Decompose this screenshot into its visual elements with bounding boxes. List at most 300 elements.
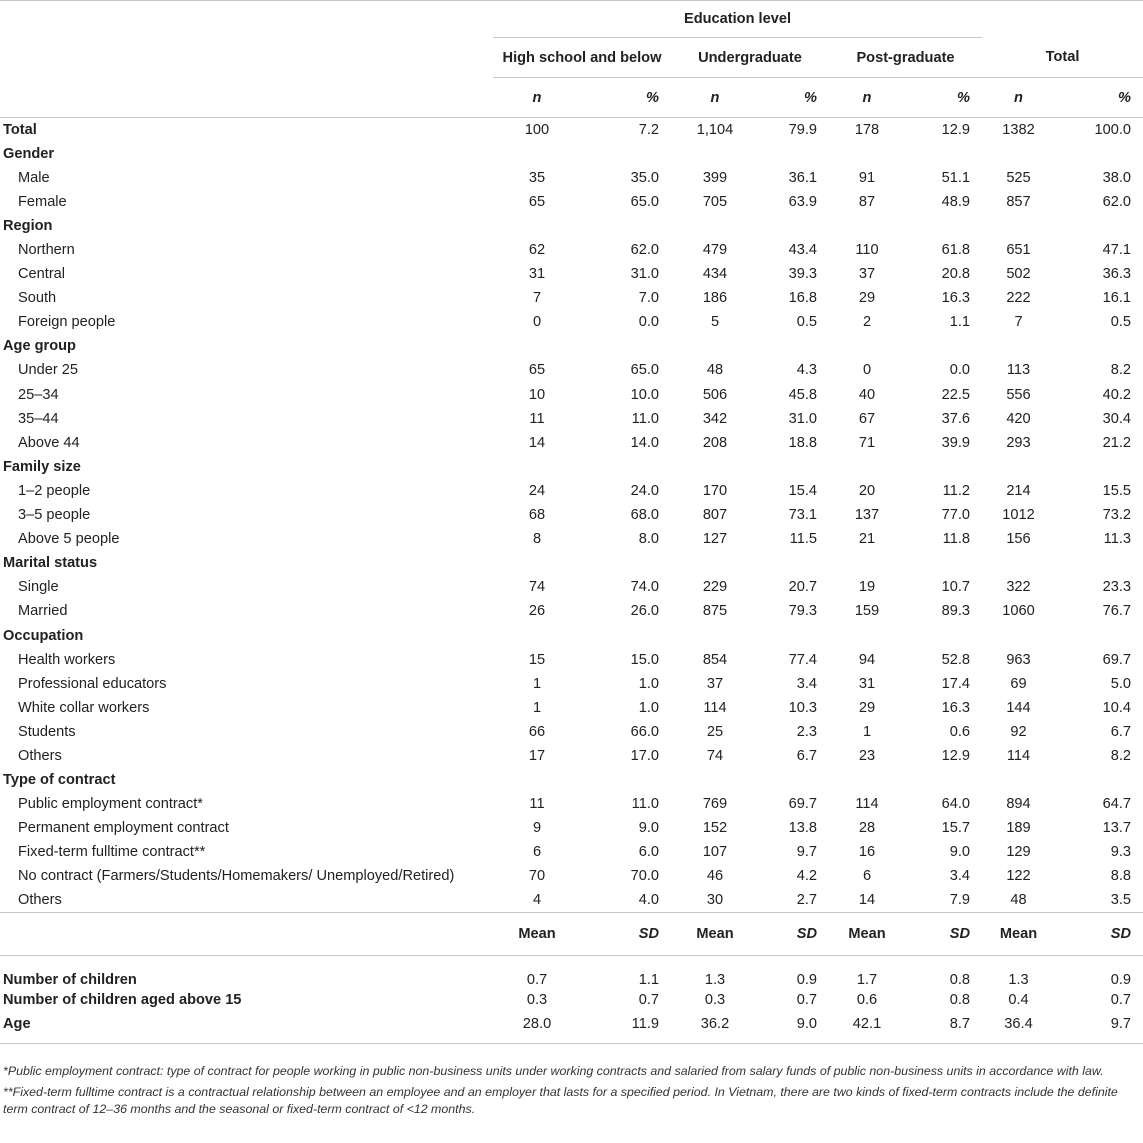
cell-percent [1055,214,1143,238]
group-header-postgraduate: Post-graduate [829,38,982,78]
row-label: South [18,290,57,307]
cell-n: 1 [532,699,542,716]
row-label: Fixed-term fulltime contract** [18,844,206,861]
cell-percent: 31.0 [630,266,659,283]
cell-n: 68 [528,507,546,524]
cell-percent: 0.5 [796,314,817,331]
section-label: Total [3,121,37,138]
row-label: 25–34 [18,386,59,403]
cell-percent: 62.0 [630,242,659,259]
cell-percent: 23.3 [1102,579,1131,596]
table-row [0,696,1143,720]
cell-n [493,551,581,575]
group-header-total: Total [982,38,1143,78]
cell-n: 0 [532,314,542,331]
section-label: Marital status [3,555,98,572]
cell-n [671,142,759,166]
cell-n: 322 [1006,579,1031,596]
cell-percent [905,768,982,792]
footnote-fixed-term-contract: **Fixed-term fulltime contract is a contractual relationship between an employee and an employer that lasts for a specified period. In Vietnam, there are two kinds of fixed-term contracts include the definite term contract of 12–36 months and the seasonal or fixed-term contract of <12 months. [3,1085,1118,1116]
table-row [0,310,1143,334]
cell-percent [759,214,829,238]
cell-percent: 69.7 [1102,651,1131,668]
row-label: Central [18,266,66,283]
cell-percent: 36.3 [1102,266,1131,283]
cell-n: 293 [1006,434,1031,451]
row-label: Above 44 [18,434,80,451]
cell-mean: 0.7 [526,971,548,988]
cell-mean: 0.6 [856,991,878,1008]
stat-row [0,956,1143,988]
table-row [0,792,1143,816]
cell-percent: 11.5 [789,531,817,548]
cell-n: 189 [1006,820,1031,837]
cell-percent [1055,142,1143,166]
col-header-sd: SD [638,926,659,943]
cell-percent: 8.2 [1110,362,1131,379]
cell-percent: 0.6 [949,723,970,740]
cell-n: 35 [528,169,546,186]
cell-percent: 100.0 [1094,121,1131,138]
cell-n: 399 [702,169,728,186]
cell-n: 434 [702,266,728,283]
cell-n: 1012 [1002,507,1035,524]
col-header-mean: Mean [999,926,1038,943]
cell-percent: 65.0 [630,193,659,210]
row-label: Foreign people [18,314,116,331]
cell-n: 857 [1006,193,1031,210]
cell-percent: 79.3 [788,603,817,620]
cell-percent: 68.0 [630,507,659,524]
table-row [0,431,1143,455]
cell-percent: 52.8 [941,651,970,668]
section-row [0,551,1143,575]
cell-sd: 9.7 [1110,1015,1131,1032]
cell-sd: 0.7 [796,991,817,1008]
cell-n: 48 [706,362,724,379]
cell-n: 6 [532,844,542,861]
footnote-public-contract: *Public employment contract: type of contract for people working in public non-business units under working contracts and salaried from salary funds of public non-business units in accordance with law. [3,1064,1104,1078]
cell-n [671,214,759,238]
cell-n: 1 [532,675,542,692]
cell-n: 705 [702,193,728,210]
cell-n [493,334,581,358]
cell-n: 31 [528,266,546,283]
cell-percent [581,455,671,479]
cell-n [829,142,905,166]
cell-sd: 0.9 [796,971,817,988]
cell-percent: 22.5 [941,386,970,403]
cell-percent: 0.0 [638,314,659,331]
cell-n: 40 [858,386,876,403]
cell-sd: 11.9 [631,1015,659,1032]
cell-percent: 43.4 [788,242,817,259]
group-header-highschool: High school and below [493,38,671,78]
table-row [0,503,1143,527]
cell-mean: 0.3 [526,991,548,1008]
section-row [0,142,1143,166]
cell-percent [905,214,982,238]
cell-percent: 79.9 [788,121,817,138]
cell-percent: 15.7 [941,820,970,837]
cell-percent: 16.8 [788,290,817,307]
table-row [0,358,1143,382]
cell-n: 178 [854,121,880,138]
cell-n [829,768,905,792]
col-header-mean: Mean [848,926,886,943]
cell-percent [759,142,829,166]
cell-n: 65 [528,193,546,210]
cell-percent [759,623,829,647]
section-label: Age group [3,338,76,355]
cell-mean: 36.2 [700,1015,730,1032]
cell-percent: 17.0 [630,747,659,764]
cell-percent: 5.0 [1110,675,1131,692]
cell-n [671,768,759,792]
cell-n: 875 [702,603,728,620]
cell-n: 48 [1010,892,1027,909]
cell-percent: 11.0 [631,410,659,427]
table-row [0,286,1143,310]
table-row [0,672,1143,696]
cell-n: 144 [1006,699,1031,716]
table-row [0,599,1143,623]
cell-n: 29 [858,699,876,716]
cell-percent [581,142,671,166]
cell-percent [759,551,829,575]
cell-percent [581,551,671,575]
cell-n: 92 [1010,723,1027,740]
cell-n: 113 [1006,362,1031,379]
cell-n: 74 [706,747,724,764]
cell-n: 14 [528,434,546,451]
cell-n: 29 [858,290,876,307]
cell-n: 62 [528,242,546,259]
cell-n [982,455,1055,479]
cell-percent: 61.8 [941,242,970,259]
cell-mean: 1.3 [704,971,726,988]
cell-percent: 15.0 [630,651,659,668]
cell-n: 556 [1006,386,1031,403]
row-label: Others [18,892,62,909]
cell-n: 31 [858,675,876,692]
cell-percent: 4.2 [796,868,817,885]
cell-n: 208 [702,434,728,451]
cell-percent: 9.7 [796,844,817,861]
cell-n [493,623,581,647]
cell-percent: 39.3 [788,266,817,283]
cell-n [671,551,759,575]
cell-percent: 16.3 [941,699,970,716]
cell-percent: 18.8 [788,434,817,451]
row-label: Northern [18,242,75,259]
cell-percent: 15.4 [788,482,817,499]
cell-percent: 51.1 [941,169,970,186]
cell-n: 25 [706,723,724,740]
cell-n: 156 [1006,531,1031,548]
cell-n: 10 [528,386,546,403]
cell-n [671,455,759,479]
table-row [0,720,1143,744]
cell-n: 26 [528,603,546,620]
cell-sd: 0.7 [638,991,659,1008]
cell-percent: 74.0 [630,579,659,596]
cell-percent: 66.0 [630,723,659,740]
cell-percent: 12.9 [941,121,970,138]
col-header-sd: SD [1110,926,1131,943]
cell-percent: 1.0 [638,675,659,692]
cell-percent: 17.4 [941,675,970,692]
cell-n: 9 [532,820,542,837]
cell-n: 65 [528,362,546,379]
cell-percent: 4.0 [638,892,659,909]
cell-percent: 73.1 [788,507,817,524]
cell-percent: 9.3 [1110,844,1131,861]
table-row [0,238,1143,262]
cell-n: 122 [1006,868,1031,885]
cell-sd: 9.0 [796,1015,817,1032]
cell-percent [905,142,982,166]
cell-percent [581,768,671,792]
cell-percent: 0.5 [1110,314,1131,331]
table-row [0,527,1143,551]
cell-sd: 8.7 [949,1015,970,1032]
cell-n: 71 [858,434,876,451]
cell-n: 159 [854,603,880,620]
cell-n [982,334,1055,358]
row-label: Under 25 [18,362,79,379]
row-label: Permanent employment contract [18,820,229,837]
row-label: Single [18,579,59,596]
cell-percent: 65.0 [630,362,659,379]
cell-n: 37 [706,675,724,692]
col-header-mean: Mean [696,926,734,943]
cell-n: 214 [1006,482,1031,499]
cell-percent: 14.0 [630,434,659,451]
footnotes [3,1063,1139,1122]
table-row [0,479,1143,503]
cell-percent: 10.3 [788,699,817,716]
section-row [0,455,1143,479]
cell-percent [905,623,982,647]
row-label: 35–44 [18,410,59,427]
cell-n: 127 [702,531,728,548]
cell-n: 20 [858,482,876,499]
col-header-n: n [1014,89,1023,106]
cell-percent: 11.0 [631,796,659,813]
cell-percent: 8.8 [1110,868,1131,885]
cell-percent: 12.9 [941,747,970,764]
cell-percent: 36.1 [788,169,817,186]
cell-percent [759,334,829,358]
cell-n: 7 [1014,314,1023,331]
cell-percent: 2.3 [796,723,817,740]
cell-n: 23 [858,747,876,764]
cell-n: 110 [855,242,879,259]
row-label: Public employment contract* [18,796,203,813]
cell-n: 506 [702,386,728,403]
cell-n: 651 [1006,242,1031,259]
cell-percent: 7.9 [949,892,970,909]
cell-n [829,455,905,479]
cell-percent: 9.0 [949,844,970,861]
row-label: 1–2 people [18,482,91,499]
table-row [0,262,1143,286]
cell-n: 114 [855,796,879,813]
cell-n: 479 [702,242,728,259]
row-label: Professional educators [18,675,167,692]
cell-percent: 48.9 [941,193,970,210]
cell-n: 152 [702,820,728,837]
cell-n: 229 [702,579,728,596]
cell-n: 19 [858,579,876,596]
cell-percent: 16.1 [1102,290,1131,307]
cell-n: 69 [1010,675,1027,692]
cell-percent: 37.6 [941,410,970,427]
cell-n: 420 [1006,410,1031,427]
cell-percent: 10.4 [1102,699,1131,716]
cell-n: 94 [858,651,876,668]
table-row [0,166,1143,190]
cell-percent: 9.0 [638,820,659,837]
row-label: Male [18,169,50,186]
cell-percent: 4.3 [796,362,817,379]
cell-n [671,334,759,358]
table-row [0,383,1143,407]
cell-n: 15 [528,651,546,668]
cell-n: 66 [528,723,546,740]
cell-n: 114 [703,699,727,716]
cell-sd: 0.8 [949,971,970,988]
cell-n [982,214,1055,238]
stat-row [0,1012,1143,1036]
stat-label: Number of children [3,971,137,988]
cell-percent: 21.2 [1102,434,1131,451]
cell-percent: 69.7 [788,796,817,813]
group-header-undergraduate: Undergraduate [671,38,829,78]
section-row [0,118,1143,142]
col-header-percent: % [646,89,659,106]
row-label: Married [18,603,68,620]
cell-percent [759,768,829,792]
cell-n: 854 [702,651,728,668]
cell-n: 963 [1006,651,1031,668]
cell-n [493,455,581,479]
cell-percent: 64.7 [1102,796,1131,813]
table-row [0,864,1143,888]
cell-mean: 36.4 [1004,1015,1033,1032]
cell-percent: 13.7 [1102,820,1131,837]
cell-percent [1055,334,1143,358]
cell-percent: 6.7 [1110,723,1131,740]
table-row [0,407,1143,431]
cell-percent: 39.9 [941,434,970,451]
cell-n: 502 [1006,266,1031,283]
cell-percent [1055,551,1143,575]
cell-n [982,551,1055,575]
cell-n: 6 [862,868,872,885]
section-label: Family size [3,458,81,475]
cell-n: 137 [854,507,880,524]
cell-n: 525 [1006,169,1031,186]
cell-percent: 31.0 [788,410,817,427]
col-header-percent: % [957,89,970,106]
cell-percent: 89.3 [941,603,970,620]
cell-percent [1055,455,1143,479]
row-label: Health workers [18,651,116,668]
stat-label: Age [3,1015,31,1032]
cell-n: 5 [710,314,720,331]
cell-n: 67 [858,410,876,427]
col-header-sd: SD [796,926,817,943]
cell-n: 21 [858,531,876,548]
cell-percent [1055,768,1143,792]
row-label: No contract (Farmers/Students/Homemakers/ Unemployed/Retired) [18,868,455,885]
table-row [0,190,1143,214]
cell-percent: 26.0 [630,603,659,620]
cell-percent: 20.7 [788,579,817,596]
cell-mean: 0.3 [704,991,726,1008]
cell-n: 1060 [1002,603,1035,620]
cell-n: 91 [858,169,876,186]
section-row [0,334,1143,358]
cell-n: 8 [532,531,542,548]
section-row [0,768,1143,792]
cell-percent [1055,623,1143,647]
cell-percent: 7.2 [638,121,659,138]
cell-mean: 28.0 [522,1015,552,1032]
cell-n [982,768,1055,792]
cell-percent: 3.4 [796,675,817,692]
table-row [0,744,1143,768]
cell-n: 17 [528,747,546,764]
cell-n: 129 [1006,844,1031,861]
table-row [0,889,1143,913]
cell-n: 4 [532,892,542,909]
cell-percent: 45.8 [788,386,817,403]
cell-n [493,768,581,792]
cell-percent [759,455,829,479]
col-header-percent: % [1118,89,1131,106]
col-header-n: n [532,89,542,106]
col-header-n: n [862,89,872,106]
cell-n: 769 [702,796,728,813]
cell-percent: 6.7 [796,747,817,764]
cell-n: 107 [702,844,728,861]
cell-percent: 70.0 [630,868,659,885]
section-label: Type of contract [3,772,116,789]
cell-n: 87 [858,193,876,210]
cell-n: 222 [1006,290,1031,307]
cell-percent: 63.9 [788,193,817,210]
cell-percent [581,623,671,647]
cell-n [493,142,581,166]
cell-n [671,623,759,647]
cell-n [829,551,905,575]
col-header-percent: % [804,89,817,106]
cell-percent: 13.8 [788,820,817,837]
cell-percent: 16.3 [941,290,970,307]
cell-percent: 10.7 [941,579,970,596]
cell-percent: 20.8 [941,266,970,283]
cell-percent: 11.8 [942,531,970,548]
section-label: Occupation [3,627,84,644]
cell-n: 28 [858,820,876,837]
cell-percent: 47.1 [1102,242,1131,259]
cell-percent: 64.0 [941,796,970,813]
row-label: White collar workers [18,699,150,716]
cell-percent: 73.2 [1102,507,1131,524]
